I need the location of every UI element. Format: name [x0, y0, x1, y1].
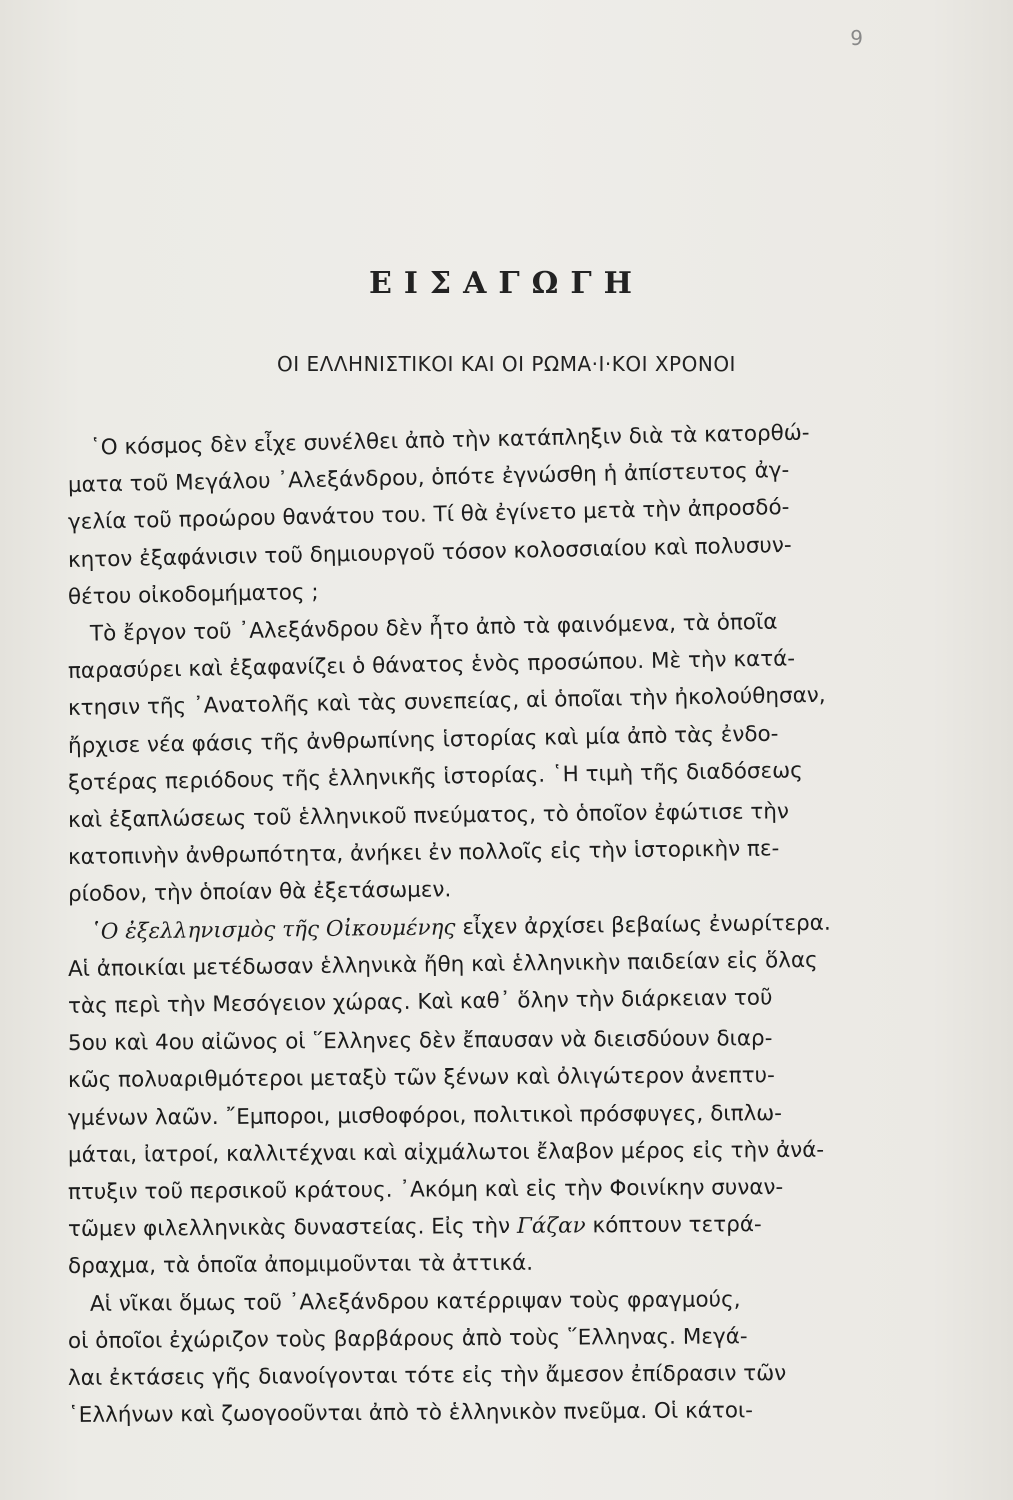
page-number: 9: [850, 26, 863, 50]
text-line: πτυξιν τοῦ περσικοῦ κράτους. ᾿Ακόμη καὶ εἰς τὴν Φοινίκην συναν-: [67, 1175, 784, 1206]
text-line: κατοπινὴν ἀνθρωπότητα, ἀνήκει ἐν πολλοῖς εἰς τὴν ἱστορικὴν πε-: [67, 836, 780, 871]
text-line: ματα τοῦ Μεγάλου ᾿Αλεξάνδρου, ὁπότε ἐγνώσθη ἡ ἀπίστευτος ἀγ-: [67, 458, 790, 499]
text-line: γμένων λαῶν. ῎Εμποροι, μισθοφόροι, πολιτικοὶ πρόσφυγες, διπλω-: [67, 1100, 783, 1131]
text-line: παρασύρει καὶ ἐξαφανίζει ὁ θάνατος ἑνὸς προσώπου. Μὲ τὴν κατά-: [67, 646, 796, 685]
italic-phrase: ῾Ο ἐξελληνισμὸς τῆς Οἰκουμένης: [89, 914, 456, 945]
text-line: κητον ἐξαφάνισιν τοῦ δημιουργοῦ τόσον κολοσσιαίου καὶ πολυσυν-: [67, 532, 792, 573]
text-fragment: τῶμεν φιλελληνικὰς δυναστείας. Εἰς τὴν: [67, 1214, 518, 1243]
text-line: Τὸ ἔργον τοῦ ᾿Αλεξάνδρου δὲν ἦτο ἀπὸ τὰ φαινόμενα, τὰ ὁποῖα: [89, 609, 778, 647]
text-line: κτησιν τῆς ᾿Ανατολῆς καὶ τὰς συνεπείας, αἱ ὁποῖαι τὴν ἠκολούθησαν,: [67, 683, 826, 722]
text-line: ῾Ο κόσμος δὲν εἶχε συνέλθει ἀπὸ τὴν κατάπληξιν διὰ τὰ κατορθώ-: [89, 420, 810, 461]
text-line: Αἱ ἀποικίαι μετέδωσαν ἑλληνικὰ ἤθη καὶ ἑλληνικὴν παιδείαν εἰς ὅλας: [67, 947, 818, 982]
text-line: ῾Ελλήνων καὶ ζωογοοῦνται ἀπὸ τὸ ἑλληνικὸν πνεῦμα. Οἱ κάτοι-: [67, 1398, 754, 1429]
text-fragment: εἶχεν ἀρχίσει βεβαίως ἐνωρίτερα.: [455, 910, 831, 940]
text-line: θέτου οἰκοδομήματος ;: [67, 579, 319, 610]
text-line: ἤρχισε νέα φάσις τῆς ἀνθρωπίνης ἱστορίας καὶ μία ἀπὸ τὰς ἐνδο-: [67, 721, 779, 759]
italic-word: Γάζαν: [516, 1213, 586, 1240]
text-line: οἱ ὁποῖοι ἐχώριζον τοὺς βαρβάρους ἀπὸ τοὺς ῞Ελληνας. Μεγά-: [67, 1324, 748, 1354]
body-text: [67, 420, 908, 1434]
text-line: ρίοδον, τὴν ὁποίαν θὰ ἐξετάσωμεν.: [67, 877, 452, 908]
text-line: κῶς πολυαριθμότεροι μεταξὺ τῶν ξένων καὶ ὀλιγώτερον ἀνεπτυ-: [67, 1063, 775, 1094]
text-line: λαι ἐκτάσεις γῆς διανοίγονται τότε εἰς τὴν ἄμεσον ἐπίδρασιν τῶν: [67, 1361, 787, 1392]
text-line: [68, 1205, 908, 1248]
text-line: μάται, ἰατροί, καλλιτέχναι καὶ αἰχμάλωτοι ἔλαβον μέρος εἰς τὴν ἀνά-: [67, 1137, 825, 1168]
text-line: γελία τοῦ προώρου θανάτου του. Τί θὰ ἐγίνετο μετὰ τὴν ἀπροσδό-: [67, 495, 790, 536]
chapter-subtitle: ΟΙ ΕΛΛΗΝΙΣΤΙΚΟΙ ΚΑΙ ΟΙ ΡΩΜΑ·Ι·ΚΟΙ ΧΡΟΝΟΙ: [277, 352, 736, 376]
text-line: ξοτέρας περιόδους τῆς ἑλληνικῆς ἱστορίας. ῾Η τιμὴ τῆς διαδόσεως: [67, 758, 803, 796]
text-line: καὶ ἐξαπλώσεως τοῦ ἑλληνικοῦ πνεύματος, τὸ ὁποῖον ἐφώτισε τὴν: [67, 799, 790, 834]
text-line: δραχμα, τὰ ὁποῖα ἀπομιμοῦνται τὰ ἀττικά.: [67, 1251, 534, 1280]
text-line: 5ου καὶ 4ου αἰῶνος οἱ ῞Ελληνες δὲν ἔπαυσαν νὰ διεισδύουν διαρ-: [67, 1026, 773, 1057]
text-line: Αἱ νῖκαι ὅμως τοῦ ᾿Αλεξάνδρου κατέρριψαν τοὺς φραγμούς,: [89, 1286, 741, 1317]
chapter-title: ΕΙΣΑΓΩΓΗ: [368, 266, 645, 301]
text-fragment: κόπτουν τετρά-: [585, 1212, 762, 1239]
text-line: τὰς περὶ τὴν Μεσόγειον χώρας. Καὶ καθ᾿ ὅλην τὴν διάρκειαν τοῦ: [67, 985, 773, 1020]
